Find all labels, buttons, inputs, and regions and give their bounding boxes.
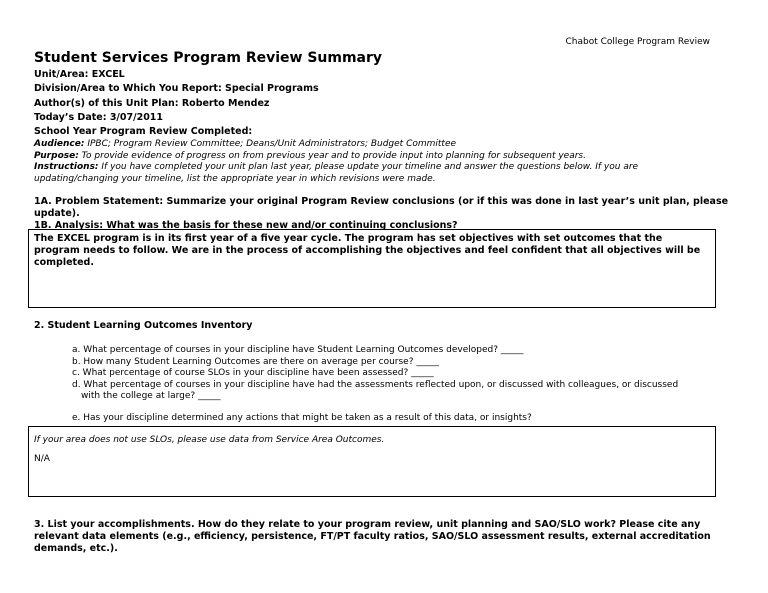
- college-header: Chabot College Program Review: [565, 37, 710, 47]
- slo-question-a: a. What percentage of courses in your discipline have Student Learning Outcomes developed? _____: [72, 345, 524, 355]
- todays-date: Today’s Date: 3/07/2011: [34, 111, 164, 123]
- author: Author(s) of this Unit Plan: Roberto Mendez: [34, 97, 270, 109]
- instructions-text: If you have completed your unit plan last year, please update your timeline and answer the questions below. If you are updating/changing your timeline, list the appropriate year in which revisions were made.: [34, 162, 639, 184]
- audience-label: Audience:: [34, 139, 85, 149]
- slo-question-c: c. What percentage of course SLOs in your discipline have been assessed? _____: [72, 368, 434, 379]
- slo-question-e: e. Has your discipline determined any actions that might be taken as a result of this data, or insights?: [72, 413, 532, 423]
- section3-question: 3. List your accomplishments. How do they relate to your program review, unit planning and SAO/SLO work? Please cite any relevant data elements (e.g., efficiency, persistence, FT/PT faculty ratios, SAO/SLO assessment results, external accreditation demands, etc.).: [34, 519, 711, 554]
- section1-questions: [34, 196, 734, 232]
- question-1b: 1B. Analysis: What was the basis for these new and/or continuing conclusions?: [34, 220, 458, 231]
- section2-answer-box[interactable]: [28, 426, 716, 497]
- section1-answer: The EXCEL program is in its first year of a five year cycle. The program has set objectives with set outcomes that the program needs to follow. We are in the process of accomplishing the objectives and feel confident that all objectives will be completed.: [34, 233, 701, 268]
- question-1a: 1A. Problem Statement: Summarize your original Program Review conclusions (or if this was done in last year’s unit plan, please update).: [34, 196, 729, 219]
- slo-question-b: b. How many Student Learning Outcomes are there on average per course? _____: [72, 356, 439, 367]
- section2-heading: 2. Student Learning Outcomes Inventory: [34, 320, 253, 331]
- school-year: School Year Program Review Completed:: [34, 126, 253, 138]
- instructions-label: Instructions:: [34, 162, 99, 172]
- audience-text: IPBC; Program Review Committee; Deans/Unit Administrators; Budget Committee: [84, 139, 457, 149]
- audience-line: [34, 139, 724, 151]
- slo-question-d: d. What percentage of courses in your discipline have had the assessments reflected upon, or discussed with colleagues, or discussed with the college at large? _____: [72, 379, 679, 402]
- purpose-label: Purpose:: [34, 150, 79, 161]
- slo-question-list: [72, 345, 692, 403]
- intro-block: [34, 139, 724, 185]
- sao-hint: If your area does not use SLOs, please use data from Service Area Outcomes.: [34, 435, 385, 445]
- unit-area: Unit/Area: EXCEL: [34, 69, 125, 80]
- unit-meta: [34, 68, 319, 139]
- purpose-text: To provide evidence of progress on from previous year and to provide input into planning for subsequent years.: [78, 150, 586, 161]
- section2-answer: N/A: [34, 454, 50, 464]
- section1-answer-box[interactable]: [28, 229, 716, 308]
- page-title: Student Services Program Review Summary: [34, 50, 383, 66]
- instructions-line: [34, 162, 724, 185]
- purpose-line: [34, 151, 724, 163]
- division-area: Division/Area to Which You Report: Special Programs: [34, 83, 319, 95]
